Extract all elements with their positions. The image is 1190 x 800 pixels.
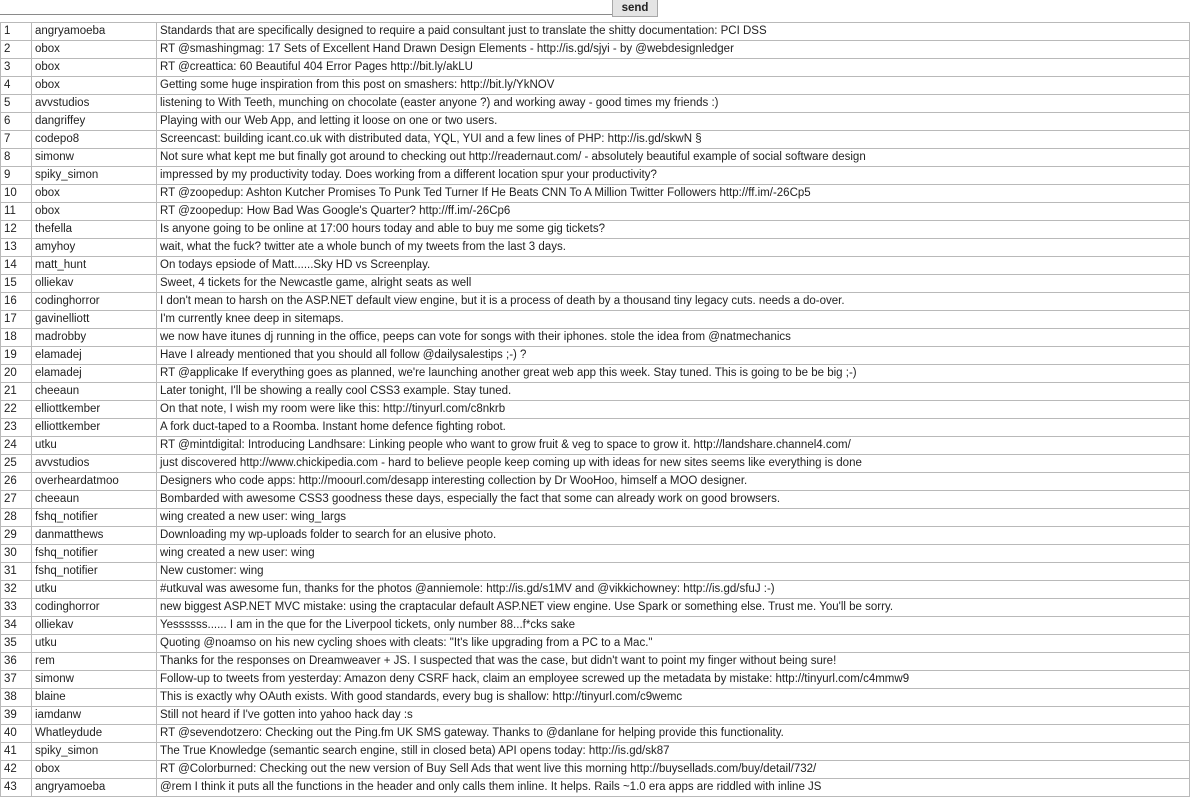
table-row	[1, 365, 1190, 383]
row-tweet-text: I'm currently knee deep in sitemaps.	[157, 311, 1190, 329]
row-username: overheardatmoo	[32, 473, 157, 491]
row-number: 7	[1, 131, 32, 149]
row-number: 25	[1, 455, 32, 473]
row-number: 38	[1, 689, 32, 707]
table-row	[1, 311, 1190, 329]
row-number: 26	[1, 473, 32, 491]
row-tweet-text: Yessssss...... I am in the que for the Liverpool tickets, only number 88...f*cks sake	[157, 617, 1190, 635]
table-row	[1, 257, 1190, 275]
row-username: obox	[32, 41, 157, 59]
row-number: 4	[1, 77, 32, 95]
row-tweet-text: A fork duct-taped to a Roomba. Instant home defence fighting robot.	[157, 419, 1190, 437]
row-username: cheeaun	[32, 383, 157, 401]
row-username: codepo8	[32, 131, 157, 149]
row-tweet-text: RT @applicake If everything goes as planned, we're launching another great web app this week. Stay tuned. This is going to be be big ;-)	[157, 365, 1190, 383]
row-username: fshq_notifier	[32, 509, 157, 527]
row-tweet-text: we now have itunes dj running in the office, peeps can vote for songs with their iphones. stole the idea from @natmechanics	[157, 329, 1190, 347]
row-tweet-text: New customer: wing	[157, 563, 1190, 581]
row-tweet-text: wait, what the fuck? twitter ate a whole bunch of my tweets from the last 3 days.	[157, 239, 1190, 257]
table-row	[1, 581, 1190, 599]
table-row	[1, 689, 1190, 707]
row-number: 27	[1, 491, 32, 509]
row-username: angryamoeba	[32, 23, 157, 41]
row-username: olliekav	[32, 275, 157, 293]
row-tweet-text: RT @sevendotzero: Checking out the Ping.fm UK SMS gateway. Thanks to @danlane for helping provide this functionality.	[157, 725, 1190, 743]
row-number: 18	[1, 329, 32, 347]
table-row	[1, 203, 1190, 221]
row-username: matt_hunt	[32, 257, 157, 275]
row-tweet-text: Have I already mentioned that you should all follow @dailysalestips ;-) ?	[157, 347, 1190, 365]
row-tweet-text: Bombarded with awesome CSS3 goodness these days, especially the fact that some can already work on good browsers.	[157, 491, 1190, 509]
row-tweet-text: Quoting @noamso on his new cycling shoes with cleats: "It's like upgrading from a PC to a Mac."	[157, 635, 1190, 653]
table-row	[1, 599, 1190, 617]
row-number: 40	[1, 725, 32, 743]
row-username: obox	[32, 203, 157, 221]
row-number: 20	[1, 365, 32, 383]
row-username: avvstudios	[32, 455, 157, 473]
row-username: rem	[32, 653, 157, 671]
row-tweet-text: Screencast: building icant.co.uk with distributed data, YQL, YUI and a few lines of PHP: http://is.gd/skwN §	[157, 131, 1190, 149]
send-button[interactable]: send	[612, 0, 658, 17]
row-tweet-text: impressed by my productivity today. Does working from a different location spur your productivity?	[157, 167, 1190, 185]
row-username: dangriffey	[32, 113, 157, 131]
row-username: iamdanw	[32, 707, 157, 725]
row-number: 12	[1, 221, 32, 239]
row-username: elliottkember	[32, 419, 157, 437]
row-username: utku	[32, 581, 157, 599]
row-tweet-text: Getting some huge inspiration from this post on smashers: http://bit.ly/YkNOV	[157, 77, 1190, 95]
row-tweet-text: Designers who code apps: http://moourl.com/desapp interesting collection by Dr WooHoo, himself a MOO designer.	[157, 473, 1190, 491]
table-row	[1, 131, 1190, 149]
row-number: 39	[1, 707, 32, 725]
table-row	[1, 401, 1190, 419]
row-number: 19	[1, 347, 32, 365]
row-username: Whatleydude	[32, 725, 157, 743]
row-username: elamadej	[32, 347, 157, 365]
row-tweet-text: This is exactly why OAuth exists. With good standards, every bug is shallow: http://tinyurl.com/c9wemc	[157, 689, 1190, 707]
row-tweet-text: RT @creattica: 60 Beautiful 404 Error Pages http://bit.ly/akLU	[157, 59, 1190, 77]
table-row	[1, 239, 1190, 257]
row-tweet-text: Thanks for the responses on Dreamweaver + JS. I suspected that was the case, but didn't want to point my finger without being sure!	[157, 653, 1190, 671]
row-tweet-text: RT @zoopedup: Ashton Kutcher Promises To Punk Ted Turner If He Beats CNN To A Million Twitter Followers http://ff.im/-26Cp5	[157, 185, 1190, 203]
row-number: 24	[1, 437, 32, 455]
row-username: spiky_simon	[32, 167, 157, 185]
table-row	[1, 23, 1190, 41]
row-tweet-text: RT @zoopedup: How Bad Was Google's Quarter? http://ff.im/-26Cp6	[157, 203, 1190, 221]
table-row	[1, 77, 1190, 95]
row-username: simonw	[32, 671, 157, 689]
table-row	[1, 329, 1190, 347]
row-tweet-text: Playing with our Web App, and letting it loose on one or two users.	[157, 113, 1190, 131]
row-number: 5	[1, 95, 32, 113]
row-tweet-text: Sweet, 4 tickets for the Newcastle game, alright seats as well	[157, 275, 1190, 293]
row-number: 8	[1, 149, 32, 167]
row-username: obox	[32, 59, 157, 77]
table-row	[1, 491, 1190, 509]
table-row	[1, 653, 1190, 671]
row-number: 28	[1, 509, 32, 527]
table-row	[1, 761, 1190, 779]
table-row	[1, 383, 1190, 401]
row-number: 21	[1, 383, 32, 401]
row-tweet-text: wing created a new user: wing_largs	[157, 509, 1190, 527]
row-number: 31	[1, 563, 32, 581]
row-tweet-text: Downloading my wp-uploads folder to search for an elusive photo.	[157, 527, 1190, 545]
row-username: blaine	[32, 689, 157, 707]
row-username: obox	[32, 185, 157, 203]
table-row	[1, 473, 1190, 491]
row-number: 15	[1, 275, 32, 293]
row-number: 34	[1, 617, 32, 635]
table-row	[1, 275, 1190, 293]
row-number: 11	[1, 203, 32, 221]
row-number: 2	[1, 41, 32, 59]
table-row	[1, 455, 1190, 473]
row-tweet-text: just discovered http://www.chickipedia.com - hard to believe people keep coming up with ideas for new sites seems like everything is done	[157, 455, 1190, 473]
row-number: 23	[1, 419, 32, 437]
row-number: 14	[1, 257, 32, 275]
row-username: obox	[32, 77, 157, 95]
row-number: 36	[1, 653, 32, 671]
row-tweet-text: wing created a new user: wing	[157, 545, 1190, 563]
table-row	[1, 707, 1190, 725]
message-input[interactable]	[0, 0, 613, 15]
table-row	[1, 437, 1190, 455]
row-number: 22	[1, 401, 32, 419]
row-tweet-text: RT @mintdigital: Introducing Landhsare: Linking people who want to grow fruit & veg to space to grow it. http://landshare.channel4.com/	[157, 437, 1190, 455]
row-number: 33	[1, 599, 32, 617]
table-row	[1, 59, 1190, 77]
row-number: 37	[1, 671, 32, 689]
row-tweet-text: I don't mean to harsh on the ASP.NET default view engine, but it is a process of death by a thousand tiny legacy cuts. needs a do-over.	[157, 293, 1190, 311]
row-username: gavinelliott	[32, 311, 157, 329]
row-number: 42	[1, 761, 32, 779]
row-username: elliottkember	[32, 401, 157, 419]
row-username: simonw	[32, 149, 157, 167]
row-number: 6	[1, 113, 32, 131]
row-username: spiky_simon	[32, 743, 157, 761]
row-tweet-text: On todays epsiode of Matt......Sky HD vs Screenplay.	[157, 257, 1190, 275]
row-username: elamadej	[32, 365, 157, 383]
row-username: madrobby	[32, 329, 157, 347]
tweet-table	[0, 22, 1190, 797]
tweet-table-body	[1, 23, 1190, 797]
row-tweet-text: Still not heard if I've gotten into yahoo hack day :s	[157, 707, 1190, 725]
row-tweet-text: Later tonight, I'll be showing a really cool CSS3 example. Stay tuned.	[157, 383, 1190, 401]
row-tweet-text: Is anyone going to be online at 17:00 hours today and able to buy me some gig tickets?	[157, 221, 1190, 239]
table-row	[1, 635, 1190, 653]
row-tweet-text: Not sure what kept me but finally got around to checking out http://readernaut.com/ - absolutely beautiful example of social software design	[157, 149, 1190, 167]
row-tweet-text: On that note, I wish my room were like this: http://tinyurl.com/c8nkrb	[157, 401, 1190, 419]
row-username: olliekav	[32, 617, 157, 635]
table-row	[1, 671, 1190, 689]
table-row	[1, 149, 1190, 167]
row-number: 9	[1, 167, 32, 185]
table-row	[1, 527, 1190, 545]
row-tweet-text: listening to With Teeth, munching on chocolate (easter anyone ?) and working away - good times my friends :)	[157, 95, 1190, 113]
row-number: 35	[1, 635, 32, 653]
row-username: fshq_notifier	[32, 563, 157, 581]
row-username: codinghorror	[32, 599, 157, 617]
row-tweet-text: #utkuval was awesome fun, thanks for the photos @anniemole: http://is.gd/s1MV and @vikkichowney: http://is.gd/sfuJ :-)	[157, 581, 1190, 599]
table-row	[1, 95, 1190, 113]
table-row	[1, 545, 1190, 563]
row-number: 29	[1, 527, 32, 545]
row-number: 13	[1, 239, 32, 257]
row-tweet-text: @rem I think it puts all the functions in the header and only calls them inline. It helps. Rails ~1.0 era apps are riddled with inline JS	[157, 779, 1190, 797]
composer-bar	[0, 0, 1190, 22]
table-row	[1, 563, 1190, 581]
row-username: obox	[32, 761, 157, 779]
row-tweet-text: The True Knowledge (semantic search engine, still in closed beta) API opens today: http://is.gd/sk87	[157, 743, 1190, 761]
table-row	[1, 743, 1190, 761]
row-number: 17	[1, 311, 32, 329]
row-number: 16	[1, 293, 32, 311]
row-username: cheeaun	[32, 491, 157, 509]
row-username: utku	[32, 635, 157, 653]
row-username: fshq_notifier	[32, 545, 157, 563]
row-tweet-text: Follow-up to tweets from yesterday: Amazon deny CSRF hack, claim an employee screwed up the metadata by mistake: http://tinyurl.com/c4mmw9	[157, 671, 1190, 689]
row-number: 30	[1, 545, 32, 563]
table-row	[1, 419, 1190, 437]
table-row	[1, 41, 1190, 59]
row-number: 1	[1, 23, 32, 41]
row-username: amyhoy	[32, 239, 157, 257]
table-row	[1, 347, 1190, 365]
table-row	[1, 293, 1190, 311]
row-number: 32	[1, 581, 32, 599]
table-row	[1, 167, 1190, 185]
table-row	[1, 221, 1190, 239]
table-row	[1, 617, 1190, 635]
row-username: angryamoeba	[32, 779, 157, 797]
row-username: utku	[32, 437, 157, 455]
row-username: avvstudios	[32, 95, 157, 113]
row-username: danmatthews	[32, 527, 157, 545]
row-username: codinghorror	[32, 293, 157, 311]
row-tweet-text: RT @Colorburned: Checking out the new version of Buy Sell Ads that went live this morning http://buysellads.com/buy/detail/732/	[157, 761, 1190, 779]
table-row	[1, 185, 1190, 203]
row-tweet-text: new biggest ASP.NET MVC mistake: using the craptacular default ASP.NET view engine. Use Spark or something else. Trust me. You'll be sorry.	[157, 599, 1190, 617]
table-row	[1, 113, 1190, 131]
row-username: thefella	[32, 221, 157, 239]
row-number: 3	[1, 59, 32, 77]
table-row	[1, 725, 1190, 743]
row-number: 41	[1, 743, 32, 761]
row-tweet-text: RT @smashingmag: 17 Sets of Excellent Hand Drawn Design Elements - http://is.gd/sjyi - by @webdesignledger	[157, 41, 1190, 59]
table-row	[1, 509, 1190, 527]
row-number: 10	[1, 185, 32, 203]
table-row	[1, 779, 1190, 797]
row-tweet-text: Standards that are specifically designed to require a paid consultant just to translate the shitty documentation: PCI DSS	[157, 23, 1190, 41]
row-number: 43	[1, 779, 32, 797]
